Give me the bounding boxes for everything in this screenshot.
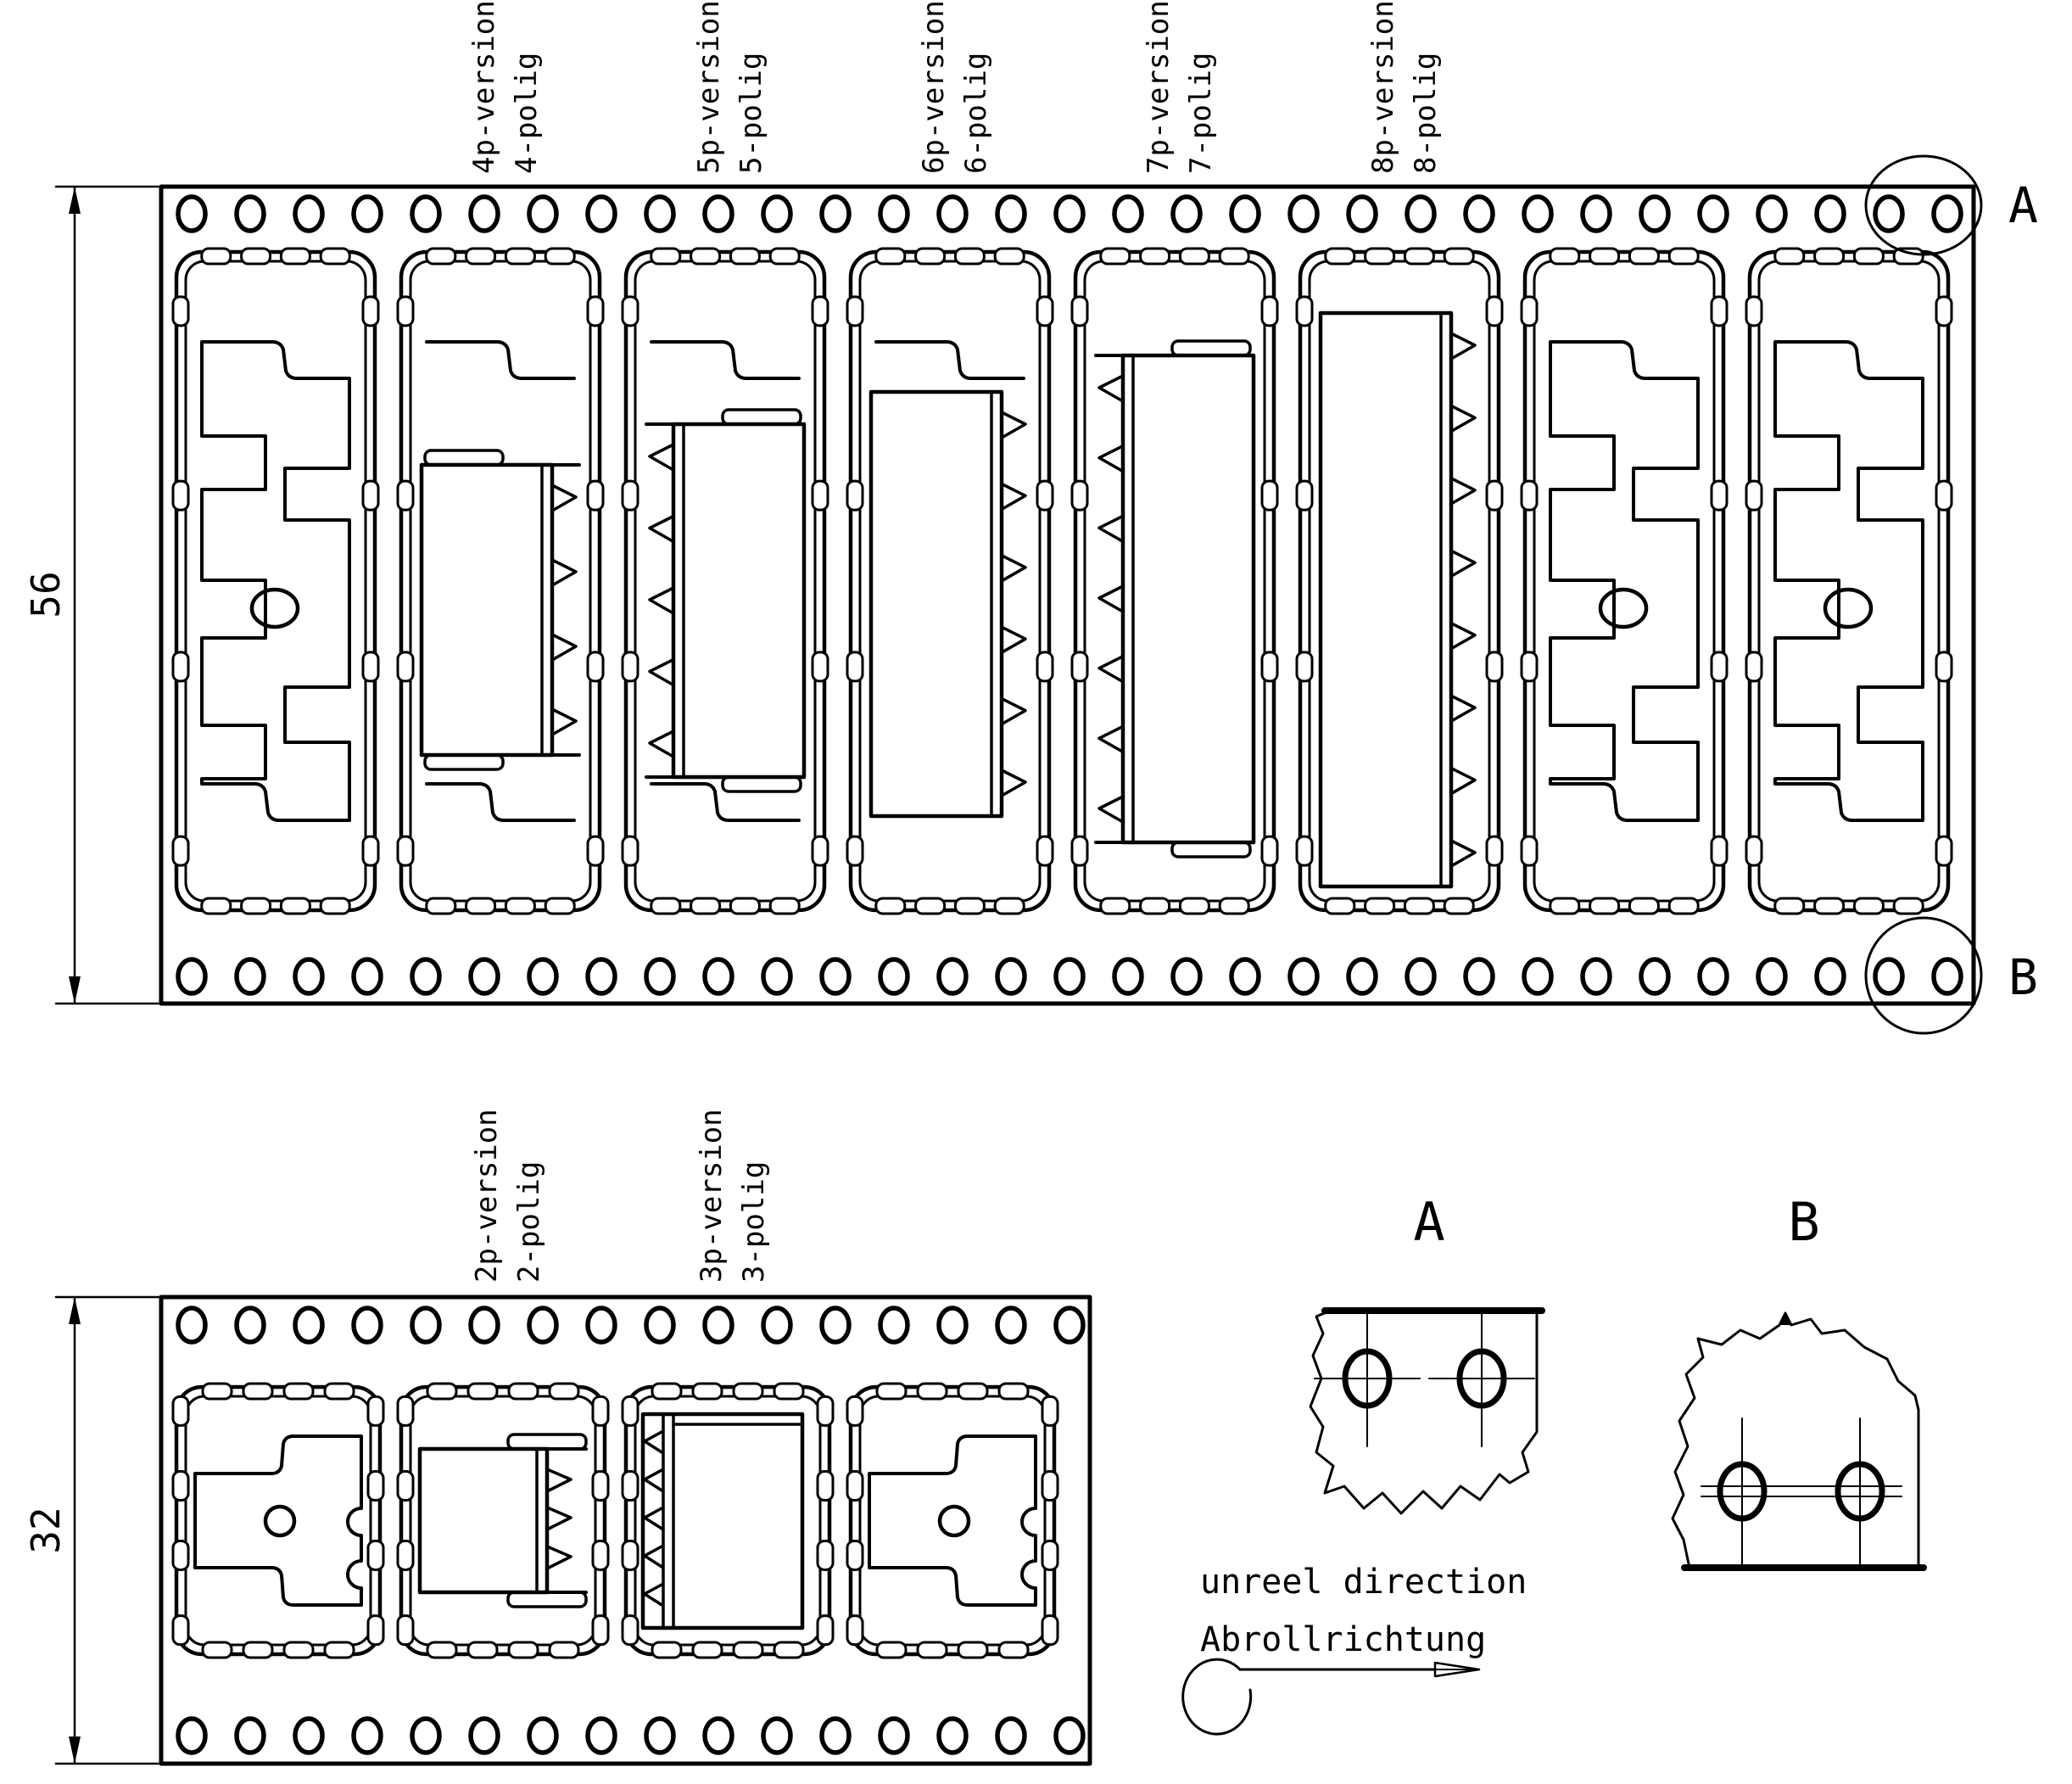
sprocket-hole [178,1719,205,1753]
sprocket-hole [880,1308,908,1342]
carrier-tooth [650,588,673,613]
top-version-label: 4p-version [467,0,501,174]
sprocket-hole [1817,197,1844,231]
pocket-empty [847,1384,1058,1658]
carrier-tooth [1002,412,1025,438]
unreel-direction-arrow [1183,1659,1479,1734]
sprocket-hole [1524,197,1551,231]
sprocket-hole [1700,197,1727,231]
sprocket-hole [588,197,615,231]
sprocket-hole [705,959,732,993]
sprocket-hole [295,197,322,231]
sprocket-hole [1290,959,1317,993]
sprocket-hole [763,959,790,993]
dimension-top-strip: 56 [23,571,69,618]
sprocket-hole [705,1308,732,1342]
carrier-tooth [1099,516,1123,541]
pocket-empty [173,1384,383,1658]
carrier-tooth [547,1546,571,1569]
sprocket-hole [237,959,264,993]
sprocket-hole [1524,959,1551,993]
carrier-tooth [1002,699,1025,724]
sprocket-hole [529,197,556,231]
sprocket-hole [822,197,849,231]
dimension [56,187,164,1004]
sprocket-hole [1758,197,1785,231]
sprocket-hole [471,1308,498,1342]
sprocket-hole [1758,959,1785,993]
sprocket-hole [646,959,673,993]
top-polig-label: 7-polig [1184,52,1218,174]
sprocket-hole [1583,197,1610,231]
pocket-2p [398,1384,608,1658]
empty-pocket-cavity [1550,342,1698,820]
top-version-label: 7p-version [1142,0,1176,174]
sprocket-hole [822,1308,849,1342]
sprocket-hole [529,1308,556,1342]
generated-geometry [56,0,1981,1764]
bottom-version-label: 2p-version [470,1109,504,1283]
carrier-tooth [552,560,576,585]
sprocket-hole [1114,959,1142,993]
detail-marker-b-circle [1866,918,1981,1033]
top-polig-label: 6-polig [959,52,993,174]
carrier-tooth [1099,797,1123,822]
sprocket-hole [997,197,1025,231]
pocket-7p [1072,249,1277,914]
sprocket-hole [1875,197,1902,231]
sprocket-hole [1290,197,1317,231]
sprocket-hole [237,1308,264,1342]
carrier-tooth [650,660,673,685]
sprocket-hole [1114,197,1142,231]
sprocket-hole [178,959,205,993]
pocket-4p [398,249,603,914]
carrier-tooth [1451,333,1475,359]
sprocket-hole [1056,197,1083,231]
top-version-label: 6p-version [917,0,951,174]
sprocket-hole [237,197,264,231]
sprocket-hole [471,1719,498,1753]
sprocket-hole [1466,197,1493,231]
carrier-tooth [552,709,576,735]
carrier-tooth [650,445,673,470]
carrier-tooth [650,731,673,757]
pocket-6p [847,249,1053,914]
sprocket-hole [1875,959,1902,993]
carrier-tooth [1002,627,1025,652]
carrier-tooth [1451,405,1475,431]
sprocket-hole [1466,959,1493,993]
empty-pocket-cavity [202,342,349,820]
sprocket-hole [588,1719,615,1753]
bottom-polig-label: 2-polig [512,1160,546,1283]
sprocket-hole [354,959,381,993]
carrier-tooth [1099,376,1123,401]
connector-body [673,424,804,777]
sprocket-hole [646,1719,673,1753]
sprocket-hole [939,1719,966,1753]
sprocket-hole [1056,959,1083,993]
sprocket-hole [1349,959,1376,993]
carrier-tooth [1451,769,1475,794]
sprocket-hole [1173,959,1200,993]
carrier-tooth [1099,726,1123,752]
top-polig-label: 8-polig [1409,52,1443,174]
sprocket-hole [412,197,439,231]
pocket-empty [1522,249,1727,914]
sprocket-hole [295,1308,322,1342]
sprocket-hole [412,1308,439,1342]
sprocket-hole [1056,1719,1083,1753]
sprocket-hole [471,959,498,993]
sprocket-hole [354,197,381,231]
sprocket-hole [939,959,966,993]
sprocket-hole [763,1308,790,1342]
sprocket-hole [939,1308,966,1342]
carrier-tooth [1002,770,1025,796]
empty-pocket-cavity [869,1436,1036,1605]
sprocket-hole [822,959,849,993]
sprocket-hole [412,1719,439,1753]
sprocket-hole [412,959,439,993]
sprocket-hole [997,1719,1025,1753]
carrier-tooth [1451,551,1475,576]
sprocket-hole [646,197,673,231]
detail-view-a-title: A [1413,1191,1445,1253]
carrier-tooth [552,635,576,660]
carrier-tooth [1099,657,1123,682]
sprocket-hole [588,1308,615,1342]
carrier-tooth [1451,696,1475,721]
pocket-empty [1746,249,1952,914]
sprocket-hole [1934,959,1961,993]
pocket-8p [1297,249,1502,914]
sprocket-hole [471,197,498,231]
sprocket-hole [880,959,908,993]
sprocket-hole [237,1719,264,1753]
detail-circle-a-label: A [2008,176,2038,234]
sprocket-hole [880,1719,908,1753]
carrier-tooth [547,1469,571,1491]
sprocket-hole [1231,197,1259,231]
empty-pocket-cavity [195,1436,361,1605]
sprocket-hole [1407,197,1434,231]
dimension-bottom-strip: 32 [23,1507,69,1554]
carrier-tooth [1002,484,1025,509]
carrier-tooth [1451,841,1475,866]
detail-view-b [1673,1311,1924,1568]
detail-view-b-title: B [1788,1191,1820,1253]
empty-pocket-cavity [1775,342,1923,820]
sprocket-hole [939,197,966,231]
sprocket-hole [997,959,1025,993]
sprocket-hole [178,1308,205,1342]
bottom-carrier-strip [161,1297,1090,1764]
connector-body [871,392,1002,816]
detail-marker-a-circle [1866,156,1981,254]
carrier-tooth [1002,556,1025,581]
sprocket-hole [997,1308,1025,1342]
sprocket-hole [880,197,908,231]
carrier-tooth [1099,446,1123,472]
sprocket-hole [1583,959,1610,993]
dimension [56,1297,164,1764]
carrier-tooth [1099,586,1123,612]
sprocket-hole [588,959,615,993]
carrier-tooth [1451,624,1475,649]
sprocket-hole [705,197,732,231]
carrier-tooth [547,1507,571,1530]
sprocket-hole [354,1308,381,1342]
bottom-version-label: 3p-version [695,1109,729,1283]
sprocket-hole [1641,197,1668,231]
sprocket-hole [178,197,205,231]
pocket-3p [623,1384,833,1658]
connector-body [1123,355,1254,842]
sprocket-hole [529,1719,556,1753]
sprocket-hole [354,1719,381,1753]
top-polig-label: 4-polig [510,52,544,174]
top-version-label: 8p-version [1366,0,1400,174]
sprocket-hole [1700,959,1727,993]
sprocket-hole [1934,197,1961,231]
connector-body [643,1414,802,1628]
sprocket-hole [295,959,322,993]
top-polig-label: 5-polig [734,52,768,174]
carrier-tooth [650,517,673,542]
sprocket-hole [529,959,556,993]
sprocket-hole [763,1719,790,1753]
connector-body [422,465,552,755]
connector-body [1321,313,1451,886]
pocket-empty [173,249,378,914]
sprocket-hole [1817,959,1844,993]
sprocket-hole [646,1308,673,1342]
pocket-5p [623,249,828,914]
sprocket-hole [1231,959,1259,993]
carrier-tooth [1451,478,1475,504]
detail-circle-b-label: B [2008,948,2038,1006]
sprocket-hole [705,1719,732,1753]
top-carrier-strip [161,187,1974,1004]
connector-body [420,1449,547,1592]
sprocket-hole [295,1719,322,1753]
sprocket-hole [1173,197,1200,231]
carrier-tooth [552,485,576,511]
sprocket-hole [1407,959,1434,993]
sprocket-hole [1056,1308,1083,1342]
detail-view-a [1310,1311,1542,1513]
unreel-direction-label-de: Abrollrichtung [1200,1620,1487,1659]
unreel-direction-label-en: unreel direction [1200,1563,1527,1602]
sprocket-hole [763,197,790,231]
sprocket-hole [822,1719,849,1753]
bottom-polig-label: 3-polig [737,1160,771,1283]
top-version-label: 5p-version [692,0,726,174]
sprocket-hole [1641,959,1668,993]
sprocket-hole [1349,197,1376,231]
